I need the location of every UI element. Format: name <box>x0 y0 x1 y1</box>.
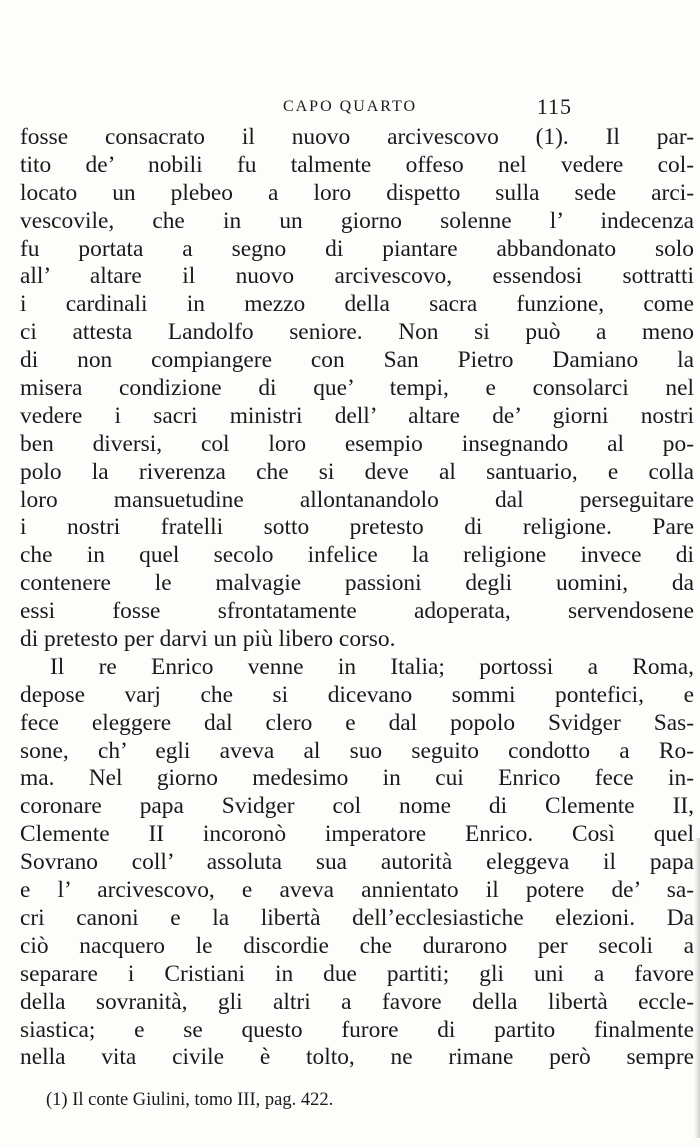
text-line: ci attesta Landolfo seniore. Non si può a meno <box>20 319 694 346</box>
text-line: Sovrano coll’ assoluta sua autorità eleggeva il papa <box>20 849 694 876</box>
running-head: CAPO QUARTO <box>282 98 418 115</box>
text-line: fosse consacrato il nuovo arcivescovo (1). Il par- <box>20 124 694 150</box>
text-line: di pretesto per darvi un più libero corso. <box>20 626 396 653</box>
text-line: polo la riverenza che si deve al santuario, e colla <box>20 458 694 485</box>
text-line: cri canoni e la libertà dell’ecclesiastiche elezioni. Da <box>20 904 694 931</box>
text-line: Clemente II incoronò imperatore Enrico. Così quel <box>20 821 694 848</box>
text-line: nella vita civile è tolto, ne rimane però sempre <box>20 1044 694 1071</box>
text-line: i nostri fratelli sotto pretesto di religione. Pare <box>20 514 694 541</box>
text-line: fece eleggere dal clero e dal popolo Svidger Sas- <box>20 709 694 736</box>
footnote: (1) Il conte Giulini, tomo III, pag. 422. <box>46 1090 334 1110</box>
text-line: ben diversi, col loro esempio insegnando al po- <box>20 430 694 457</box>
paragraph-start-line: Il re Enrico venne in Italia; portossi a Roma, <box>50 653 694 680</box>
text-line: siastica; e se questo furore di partito finalmente <box>20 1016 694 1043</box>
page-number: 115 <box>536 94 572 119</box>
text-line: fu portata a segno di piantare abbandonato solo <box>20 235 694 262</box>
page-edge-shadow <box>694 838 700 1138</box>
text-line: essi fosse sfrontatamente adoperata, servendosene <box>20 598 694 625</box>
text-line: ciò nacquero le discordie che durarono per secoli a <box>20 932 694 959</box>
text-line: ma. Nel giorno medesimo in cui Enrico fece in- <box>20 765 694 792</box>
text-line: della sovranità, gli altri a favore della libertà eccle- <box>20 988 694 1015</box>
text-line: e l’ arcivescovo, e aveva annientato il potere de’ sa- <box>20 877 694 904</box>
text-line: vescovile, che in un giorno solenne l’ indecenza <box>20 207 694 234</box>
text-line: tito de’ nobili fu talmente offeso nel vedere col- <box>20 151 694 178</box>
text-line: separare i Cristiani in due partiti; gli uni a favore <box>20 960 694 987</box>
text-line: locato un plebeo a loro dispetto sulla sede arci- <box>20 179 694 206</box>
text-line: sone, ch’ egli aveva al suo seguito condotto a Ro- <box>20 737 694 764</box>
body-text <box>20 124 698 1072</box>
text-line: depose varj che si dicevano sommi pontefici, e <box>20 681 694 708</box>
text-line: misera condizione di que’ tempi, e consolarci nel <box>20 375 694 402</box>
text-line: contenere le malvagie passioni degli uomini, da <box>20 570 694 597</box>
text-line: di non compiangere con San Pietro Damiano la <box>20 347 694 374</box>
text-line: loro mansuetudine allontanandolo dal perseguitare <box>20 486 694 513</box>
text-line: all’ altare il nuovo arcivescovo, essendosi sottratti <box>20 263 694 290</box>
text-line: vedere i sacri ministri dell’ altare de’ giorni nostri <box>20 402 694 429</box>
text-line: coronare papa Svidger col nome di Clemente II, <box>20 793 694 820</box>
page-header <box>0 94 700 126</box>
text-line: che in quel secolo infelice la religione invece di <box>20 542 694 569</box>
text-line: i cardinali in mezzo della sacra funzione, come <box>20 291 694 318</box>
